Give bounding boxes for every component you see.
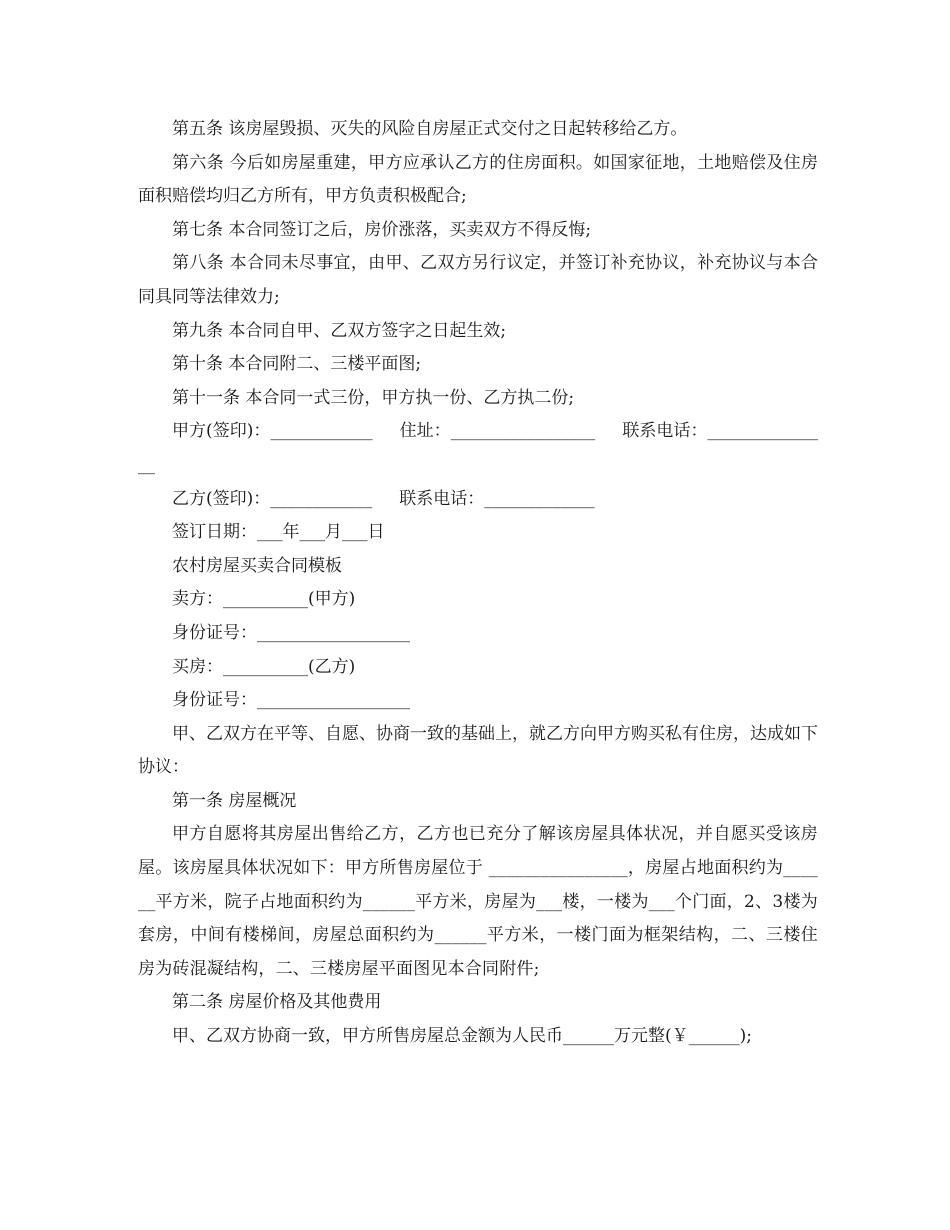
buyer-id-line: 身份证号：__________________ xyxy=(172,690,410,711)
article-2-body: 甲、乙双方协商一致，甲方所售房屋总金额为人民币______万元整(￥______); xyxy=(172,1026,752,1047)
signing-date-line: 签订日期：___年___月___日 xyxy=(172,522,385,543)
document-body xyxy=(138,113,818,1054)
article-1-body: 甲方自愿将其房屋出售给乙方，乙方也已充分了解该房屋具体状况，并自愿买受该房屋。该房屋具体状况如下：甲方所售房屋位于 ________________，房屋占地面积约为______平方米，院子占地面积约为______平方米，房屋为___楼，一楼为___个门面，2、3楼为套房，中间有楼梯间，房屋总面积约为______平方米，一楼门面为框架结构，二、三楼住房为砖混凝结构，二、三楼房屋平面图见本合同附件; xyxy=(138,824,818,979)
article-11: 第十一条 本合同一式三份，甲方执一份、乙方执二份; xyxy=(172,387,575,408)
article-10: 第十条 本合同附二、三楼平面图; xyxy=(172,354,422,375)
article-2-heading: 第二条 房屋价格及其他费用 xyxy=(172,992,382,1013)
article-8: 第八条 本合同未尽事宜，由甲、乙双方另行议定，并签订补充协议，补充协议与本合同具同等法律效力; xyxy=(138,253,818,307)
seller-id-line: 身份证号：__________________ xyxy=(172,622,410,643)
article-1-heading: 第一条 房屋概况 xyxy=(172,790,297,811)
party-a-signature-line: 甲方(签印)：____________ 住址：_________________ 联系电话：_______________ xyxy=(138,421,818,475)
template-title: 农村房屋买卖合同模板 xyxy=(172,555,342,576)
article-9: 第九条 本合同自甲、乙双方签字之日起生效; xyxy=(172,320,507,341)
article-6: 第六条 今后如房屋重建，甲方应承认乙方的住房面积。如国家征地，土地赔偿及住房面积赔偿均归乙方所有，甲方负责积极配合; xyxy=(138,152,818,207)
party-b-signature-line: 乙方(签印)：____________ 联系电话：_____________ xyxy=(172,488,595,509)
article-5: 第五条 该房屋毁损、灭失的风险自房屋正式交付之日起转移给乙方。 xyxy=(172,119,688,139)
seller-line: 卖方：__________(甲方) xyxy=(172,589,356,610)
agreement-preamble: 甲、乙双方在平等、自愿、协商一致的基础上，就乙方向甲方购买私有住房，达成如下协议： xyxy=(138,723,818,778)
buyer-line: 买房：__________(乙方) xyxy=(172,656,356,677)
article-7: 第七条 本合同签订之后，房价涨落，买卖双方不得反悔; xyxy=(172,219,592,240)
